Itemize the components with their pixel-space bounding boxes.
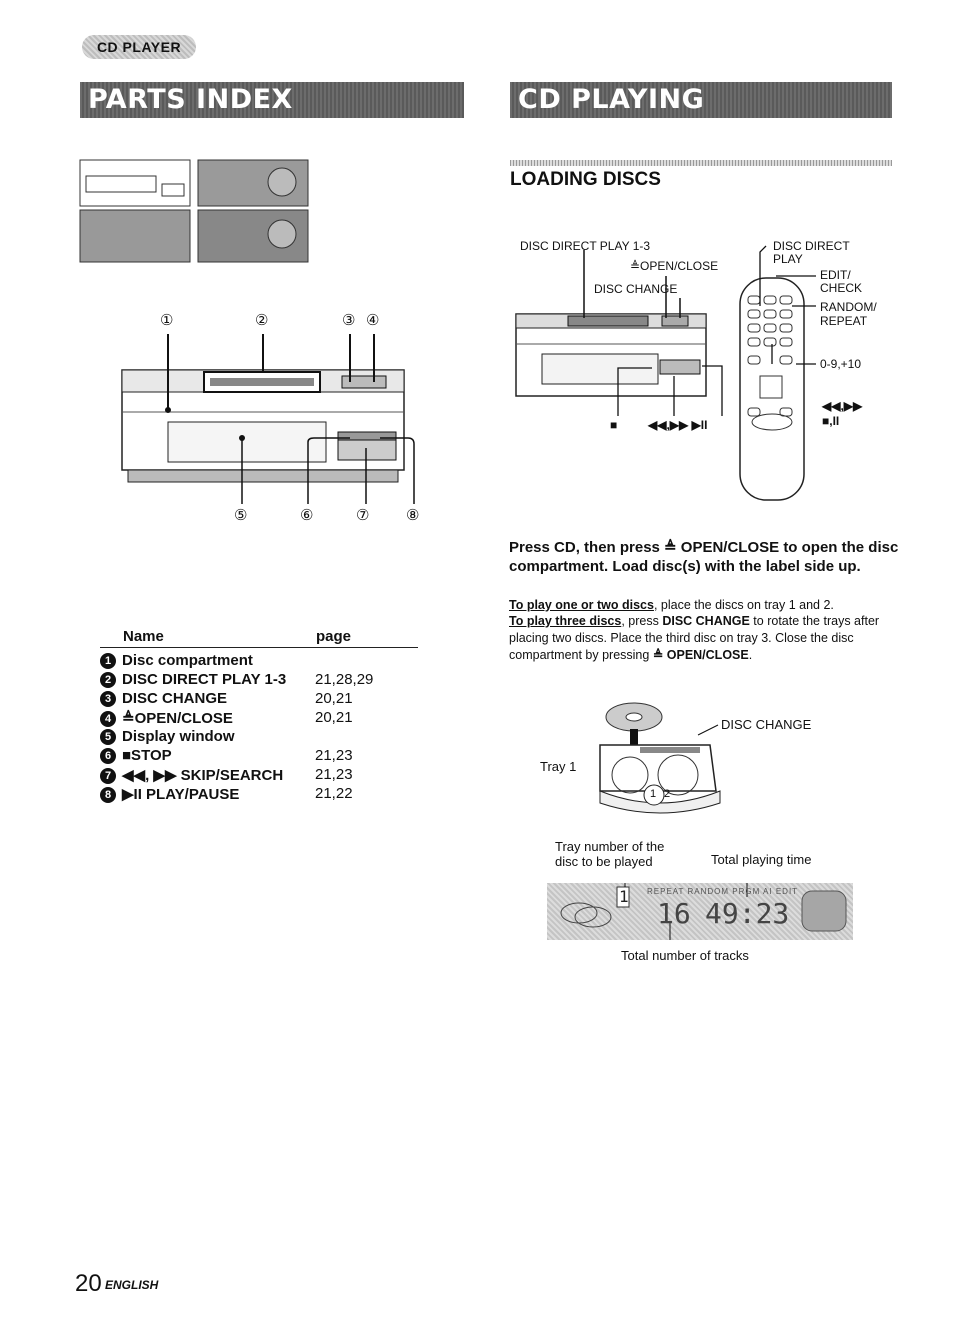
table-row: 7 ◀◀, ▶▶ SKIP/SEARCH 21,23 — [100, 766, 283, 784]
tray-num-2: 2 — [664, 788, 671, 800]
display-tray-digit: 1 — [619, 887, 629, 906]
table-row: 4 ≜OPEN/CLOSE 20,21 — [100, 709, 233, 727]
display-indicators: REPEAT RANDOM PRGM AI EDIT — [647, 887, 799, 896]
parts-index-banner: PARTS INDEX — [80, 82, 464, 118]
callout-3: ③ — [342, 312, 356, 329]
table-row: 6 ■STOP 21,23 — [100, 747, 172, 764]
table-row: 5 Display window — [100, 728, 235, 745]
table-row: 2 DISC DIRECT PLAY 1-3 21,28,29 — [100, 671, 286, 688]
callout-4: ④ — [366, 312, 380, 329]
tray-1-label: Tray 1 — [540, 759, 577, 774]
tray-num-1: 1 — [650, 788, 657, 800]
display-panel — [547, 883, 853, 940]
tray-disc-change: DISC CHANGE — [721, 717, 812, 732]
table-header-name: Name — [123, 628, 164, 645]
label-random: RANDOM/ — [820, 300, 877, 314]
label-disc-direct-play-13: DISC DIRECT PLAY 1-3 — [520, 239, 651, 253]
section-rule — [510, 160, 892, 166]
tray-diagram — [570, 695, 750, 825]
callout-1: ① — [160, 312, 174, 329]
label-total-time: Total playing time — [711, 852, 812, 867]
table-header-page: page — [316, 628, 352, 645]
label-check: CHECK — [820, 281, 863, 295]
label-tray-number-b: disc to be played — [555, 854, 653, 869]
callout-6: ⑥ — [300, 507, 314, 524]
label-edit: EDIT/ — [820, 268, 851, 282]
label-disc-direct-play-b: PLAY — [773, 252, 803, 266]
callout-7: ⑦ — [356, 507, 370, 524]
label-skip-play: ◀◀,▶▶ ▶II — [648, 418, 708, 432]
page-number: 20 — [75, 1270, 102, 1297]
loading-discs-title: LOADING DISCS — [510, 169, 661, 190]
section-badge: CD PLAYER — [82, 35, 196, 59]
para-one-two-discs: To play one or two discs, place the discs on tray 1 and 2. — [509, 598, 834, 612]
label-remote-stop-pause: ■,II — [822, 414, 840, 428]
label-total-tracks: Total number of tracks — [621, 948, 749, 963]
label-disc-change: DISC CHANGE — [594, 282, 678, 296]
stereo-system-thumbnail — [78, 158, 312, 266]
cd-playing-banner: CD PLAYING — [510, 82, 892, 118]
cd-player-diagram — [118, 308, 428, 528]
table-row: 1 Disc compartment — [100, 652, 253, 669]
label-stop: ■ — [610, 418, 618, 432]
para-three-discs: To play three discs, press DISC CHANGE to rotate the trays after placing two discs. Place the third disc on tray 3. Close the disc compartment by pressing ≜ OPEN/CLOSE. — [509, 614, 880, 662]
display-tracks: 16 — [657, 897, 691, 930]
label-tray-number-a: Tray number of the — [555, 839, 665, 854]
callout-8: ⑧ — [406, 507, 420, 524]
instruction-text: Press CD, then press ≜ OPEN/CLOSE to open the disc compartment. Load disc(s) with the label side up. — [509, 539, 899, 575]
table-row: 8 ▶II PLAY/PAUSE 21,22 — [100, 785, 239, 803]
display-time: 49:23 — [705, 897, 790, 930]
label-open-close: ≜OPEN/CLOSE — [630, 259, 719, 273]
label-repeat: REPEAT — [820, 314, 868, 328]
callout-5: ⑤ — [234, 507, 248, 524]
table-rule — [100, 647, 418, 648]
label-remote-skip: ◀◀,▶▶ — [822, 399, 863, 413]
label-digits: 0-9,+10 — [820, 357, 862, 371]
callout-2: ② — [255, 312, 269, 329]
table-row: 3 DISC CHANGE 20,21 — [100, 690, 227, 707]
label-disc-direct-play-a: DISC DIRECT — [773, 239, 850, 253]
footer-language: ENGLISH — [105, 1278, 159, 1292]
